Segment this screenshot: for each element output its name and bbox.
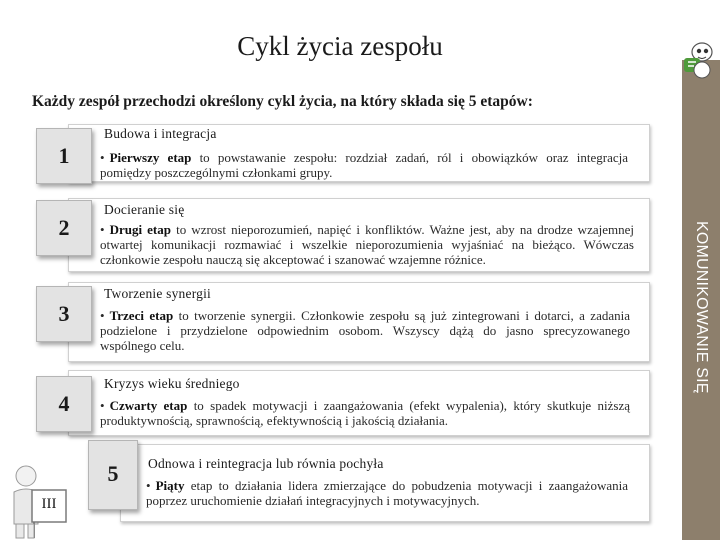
slide-subtitle: Każdy zespół przechodzi określony cykl życia, na który składa się 5 etapów:	[32, 93, 533, 110]
mascot-icon	[678, 40, 716, 80]
stage-text-1: • Pierwszy etap to powstawanie zespołu: rozdział zadań, ról i obowiązków oraz integracja pomiędzy poszczególnymi członkami grupy.	[100, 150, 629, 180]
stage-number-box-3	[36, 286, 92, 342]
sidebar-label: KOMUNIKOWANIE SIĘ	[693, 221, 710, 394]
stage-lead: Czwarty etap	[109, 398, 188, 413]
stage-lead: Pierwszy etap	[109, 150, 192, 165]
slide-title: Cykl życia zespołu	[237, 31, 443, 61]
stage-lead: Piąty	[155, 478, 185, 493]
stage-description: to powstawanie zespołu: rozdział zadań, ról i obowiązków oraz integracja pomiędzy poszczególnymi członkami grupy.	[100, 150, 629, 180]
stage-number-box-4	[36, 376, 92, 432]
stage-number: 4	[58, 391, 70, 416]
stage-number: 1	[58, 143, 70, 168]
stage-title-1: Budowa i integracja	[104, 126, 217, 141]
stage-number: 3	[58, 301, 70, 326]
stage-title-5: Odnowa i reintegracja lub równia pochyła	[148, 456, 384, 471]
stage-description: to tworzenie synergii. Członkowie zespołu są już zintegrowani i dotarci, a zadania podzielone i przydzielone odpowiednim osobom. Wszyscy dążą do jasno sprecyzowanego wspólnego celu.	[100, 308, 630, 353]
stage-number: 5	[107, 461, 119, 486]
stage-text-5: • Piąty etap to działania lidera zmierzające do pobudzenia motywacji i zaangażowania poprzez uruchomienie działań integracyjnych i motywacyjnych.	[146, 478, 628, 508]
stage-number-box-2	[36, 200, 92, 256]
stage-title-4: Kryzys wieku średniego	[104, 376, 240, 391]
stage-lead: Trzeci etap	[109, 308, 174, 323]
stage-number-box-5	[88, 440, 138, 510]
stage-text-3: • Trzeci etap to tworzenie synergii. Członkowie zespołu są już zintegrowani i dotarci, a zadania podzielone i przydzielone odpowiednim osobom. Wszyscy dążą do jasno sprecyzowanego wspólnego celu.	[100, 308, 630, 353]
stage-description: etap to działania lidera zmierzające do pobudzenia motywacji i zaangażowania poprzez uruchomienie działań integracyjnych i motywacyjnych.	[146, 478, 628, 508]
stage-lead: Drugi etap	[109, 222, 171, 237]
figure-sign-text: III	[41, 496, 57, 512]
stage-description: to wzrost nieporozumień, napięć i konfliktów. Ważne jest, aby na drodze wzajemnej otwartej komunikacji rozmawiać i wszelkie nieporozumienia wyjaśniać na bieżąco. Wówczas członkowie zespołu nauczą się akceptować i szanować wzajemne różnice.	[100, 222, 634, 267]
stage-title-2: Docieranie się	[104, 202, 185, 217]
stage-number: 2	[58, 215, 70, 240]
stage-title-3: Tworzenie synergii	[104, 286, 211, 301]
stage-number-box-1	[36, 128, 92, 184]
stage-text-4: • Czwarty etap to spadek motywacji i zaangażowania (efekt wypalenia), który skutkuje niższą produktywnością, sprawnością, efektywnością i jakością działania.	[100, 398, 631, 428]
stage-description: to spadek motywacji i zaangażowania (efekt wypalenia), który skutkuje niższą produktywnością, sprawnością, efektywnością i jakością działania.	[100, 398, 631, 428]
stage-text-2: • Drugi etap to wzrost nieporozumień, napięć i konfliktów. Ważne jest, aby na drodze wzajemnej otwartej komunikacji rozmawiać i wszelkie nieporozumienia wyjaśniać na bieżąco. Wówczas członkowie zespołu nauczą się akceptować i szanować wzajemne różnice.	[100, 222, 634, 267]
